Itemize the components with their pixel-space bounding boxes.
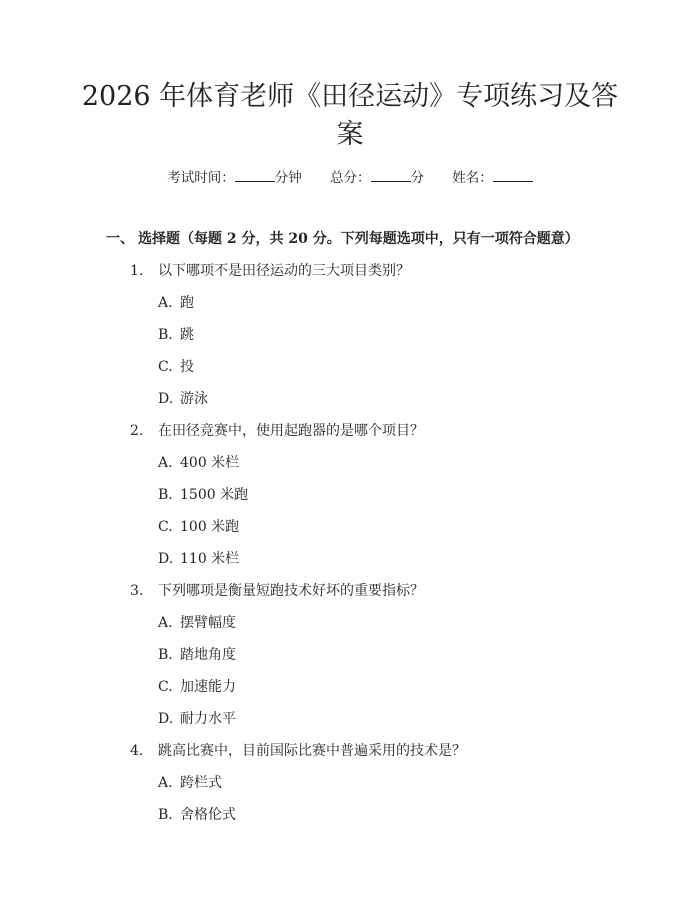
answer-option xyxy=(158,613,236,633)
title-line-2: 案 xyxy=(336,119,364,150)
section-number: 一、 xyxy=(106,231,134,247)
option-letter: D. xyxy=(158,391,174,407)
option-text: 游泳 xyxy=(180,391,208,407)
question xyxy=(130,261,410,281)
answer-option xyxy=(158,517,239,537)
exam-meta xyxy=(0,168,700,188)
question-text: 跳高比赛中，目前国际比赛中普遍采用的技术是？ xyxy=(158,743,466,759)
answer-option xyxy=(158,485,248,505)
time-blank xyxy=(235,169,275,182)
question xyxy=(130,581,424,601)
option-letter: B. xyxy=(158,327,173,343)
answer-option xyxy=(158,805,236,825)
question-number: 1. xyxy=(130,263,144,279)
option-letter: C. xyxy=(158,359,173,375)
option-letter: A. xyxy=(158,615,173,631)
option-letter: C. xyxy=(158,679,173,695)
name-field xyxy=(452,170,533,186)
section-heading xyxy=(106,229,579,249)
option-text: 400 米栏 xyxy=(180,455,240,471)
option-text: 耐力水平 xyxy=(180,711,236,727)
question-number: 4. xyxy=(130,743,144,759)
question-number: 2. xyxy=(130,423,144,439)
answer-option xyxy=(158,645,236,665)
option-text: 1500 米跑 xyxy=(180,487,249,503)
question xyxy=(130,741,466,761)
option-text: 跨栏式 xyxy=(180,775,222,791)
time-label: 考试时间： xyxy=(167,170,235,186)
option-text: 110 米栏 xyxy=(180,551,240,567)
document-title xyxy=(80,78,620,154)
score-unit: 分 xyxy=(410,170,424,186)
name-label: 姓名： xyxy=(452,170,493,186)
question-text: 下列哪项是衡量短跑技术好坏的重要指标？ xyxy=(158,583,424,599)
option-letter: B. xyxy=(158,487,173,503)
option-letter: D. xyxy=(158,551,174,567)
option-letter: B. xyxy=(158,807,173,823)
option-text: 100 米跑 xyxy=(180,519,240,535)
option-text: 摆臂幅度 xyxy=(180,615,236,631)
answer-option xyxy=(158,773,222,793)
option-text: 投 xyxy=(180,359,194,375)
question xyxy=(130,421,424,441)
name-blank xyxy=(493,169,533,182)
answer-option xyxy=(158,357,194,377)
score-blank xyxy=(371,169,411,182)
question-text: 在田径竞赛中，使用起跑器的是哪个项目？ xyxy=(158,423,424,439)
option-text: 踏地角度 xyxy=(180,647,236,663)
answer-option xyxy=(158,325,194,345)
answer-option xyxy=(158,389,208,409)
score-label: 总分： xyxy=(330,170,371,186)
question-text: 以下哪项不是田径运动的三大项目类别？ xyxy=(158,263,410,279)
option-letter: A. xyxy=(158,295,173,311)
option-text: 加速能力 xyxy=(180,679,236,695)
section-title: 选择题（每题 2 分，共 20 分。下列每题选项中，只有一项符合题意） xyxy=(138,231,579,247)
time-unit: 分钟 xyxy=(274,170,302,186)
question-number: 3. xyxy=(130,583,144,599)
answer-option xyxy=(158,677,236,697)
answer-option xyxy=(158,549,239,569)
option-letter: A. xyxy=(158,455,173,471)
option-letter: A. xyxy=(158,775,173,791)
title-line-1: 2026 年体育老师《田径运动》专项练习及答 xyxy=(81,81,619,112)
answer-option xyxy=(158,293,194,313)
total-score-field xyxy=(330,170,424,186)
answer-option xyxy=(158,453,239,473)
option-text: 舍格伦式 xyxy=(180,807,236,823)
option-letter: C. xyxy=(158,519,173,535)
answer-option xyxy=(158,709,236,729)
option-text: 跳 xyxy=(180,327,194,343)
exam-time-field xyxy=(167,170,302,186)
option-letter: B. xyxy=(158,647,173,663)
option-letter: D. xyxy=(158,711,174,727)
option-text: 跑 xyxy=(180,295,194,311)
